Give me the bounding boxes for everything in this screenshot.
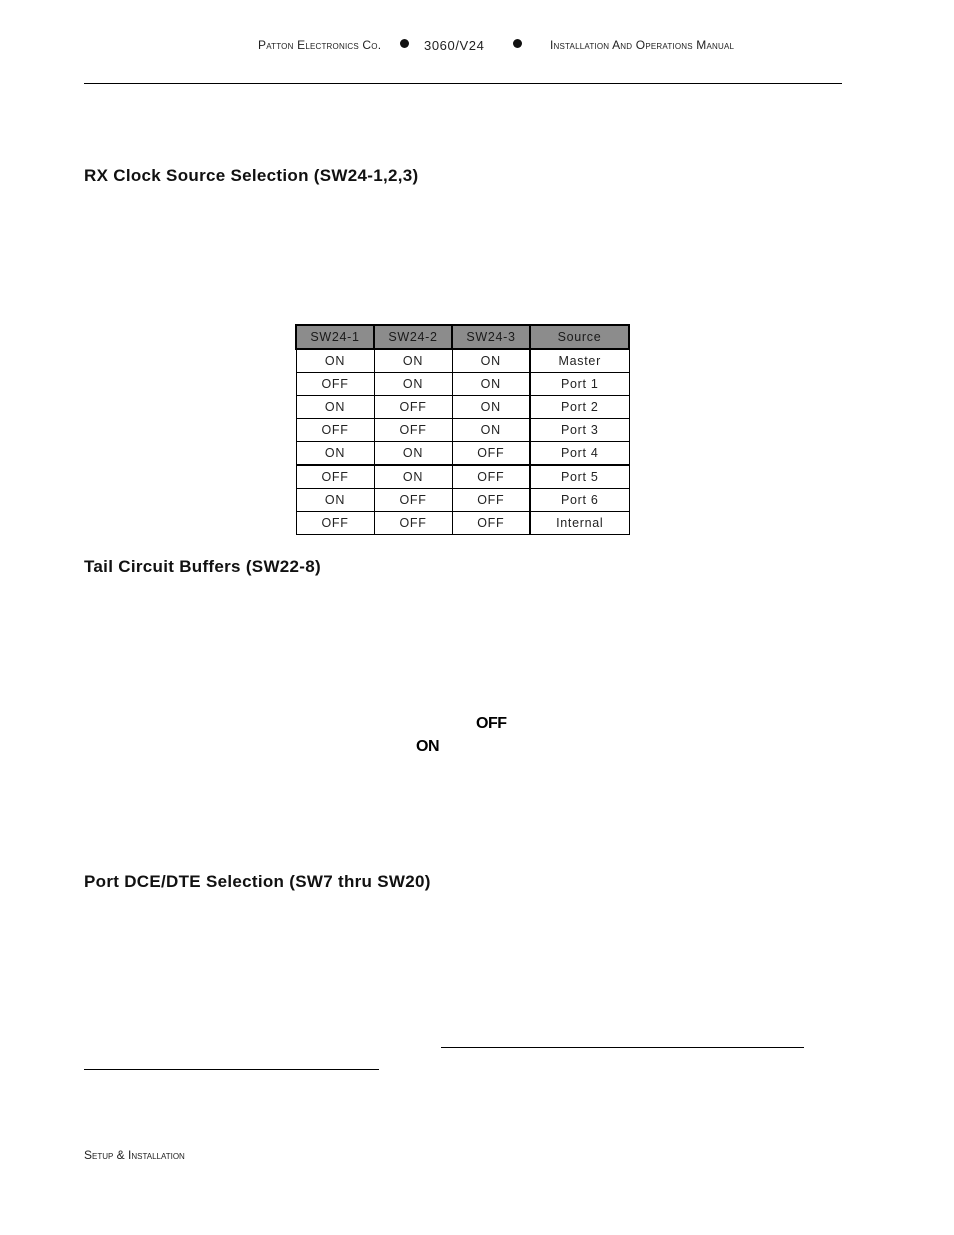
table-cell: OFF xyxy=(374,419,452,442)
section-heading-port-dce-dte: Port DCE/DTE Selection (SW7 thru SW20) xyxy=(84,872,431,891)
table-cell: ON xyxy=(452,419,530,442)
table-cell: Port 5 xyxy=(530,465,629,489)
divider-rule xyxy=(441,1047,804,1048)
bullet-icon xyxy=(400,39,409,48)
table-cell: OFF xyxy=(374,489,452,512)
table-header-cell: Source xyxy=(530,325,629,349)
bullet-icon xyxy=(513,39,522,48)
table-cell: Port 3 xyxy=(530,419,629,442)
table-row xyxy=(296,489,629,512)
table-cell: ON xyxy=(374,349,452,373)
table-cell: ON xyxy=(374,465,452,489)
table-cell: OFF xyxy=(374,396,452,419)
table-cell: ON xyxy=(296,489,374,512)
table-cell: OFF xyxy=(296,465,374,489)
table-row xyxy=(296,419,629,442)
table-cell: ON xyxy=(374,373,452,396)
table-cell: Port 1 xyxy=(530,373,629,396)
table-row xyxy=(296,373,629,396)
tail-off-label: OFF xyxy=(476,715,507,732)
table-row xyxy=(296,349,629,373)
table-cell: Port 2 xyxy=(530,396,629,419)
table-cell: ON xyxy=(452,396,530,419)
section-heading-rx-clock: RX Clock Source Selection (SW24-1,2,3) xyxy=(84,166,419,185)
table-cell: OFF xyxy=(296,373,374,396)
table-cell: ON xyxy=(374,442,452,466)
header-rule xyxy=(84,83,842,84)
table-cell: Port 6 xyxy=(530,489,629,512)
rx-clock-source-table xyxy=(295,324,630,535)
table-cell: ON xyxy=(296,349,374,373)
table-cell: OFF xyxy=(452,442,530,466)
table-row xyxy=(296,512,629,535)
table-cell: Port 4 xyxy=(530,442,629,466)
table-cell: ON xyxy=(296,442,374,466)
footnote-rule xyxy=(84,1069,379,1070)
table-row xyxy=(296,396,629,419)
table-cell: ON xyxy=(452,349,530,373)
table-cell: OFF xyxy=(452,489,530,512)
table-header-cell: SW24-1 xyxy=(296,325,374,349)
tail-on-label: ON xyxy=(416,738,439,755)
table-cell: OFF xyxy=(452,465,530,489)
table-cell: Master xyxy=(530,349,629,373)
table-cell: ON xyxy=(296,396,374,419)
header-model: 3060/V24 xyxy=(424,38,485,53)
table-cell: OFF xyxy=(296,419,374,442)
footer-section-label: Setup & Installation xyxy=(84,1148,185,1162)
table-cell: Internal xyxy=(530,512,629,535)
table-header-row xyxy=(296,325,629,349)
table-header-cell: SW24-3 xyxy=(452,325,530,349)
table-row xyxy=(296,442,629,466)
table-cell: OFF xyxy=(374,512,452,535)
section-heading-tail-circuit: Tail Circuit Buffers (SW22-8) xyxy=(84,557,321,576)
table-cell: OFF xyxy=(452,512,530,535)
table-header-cell: SW24-2 xyxy=(374,325,452,349)
table-cell: ON xyxy=(452,373,530,396)
table-row xyxy=(296,465,629,489)
table-cell: OFF xyxy=(296,512,374,535)
header-manual-title: Installation And Operations Manual xyxy=(550,38,735,52)
header-company: Patton Electronics Co. xyxy=(258,38,382,52)
